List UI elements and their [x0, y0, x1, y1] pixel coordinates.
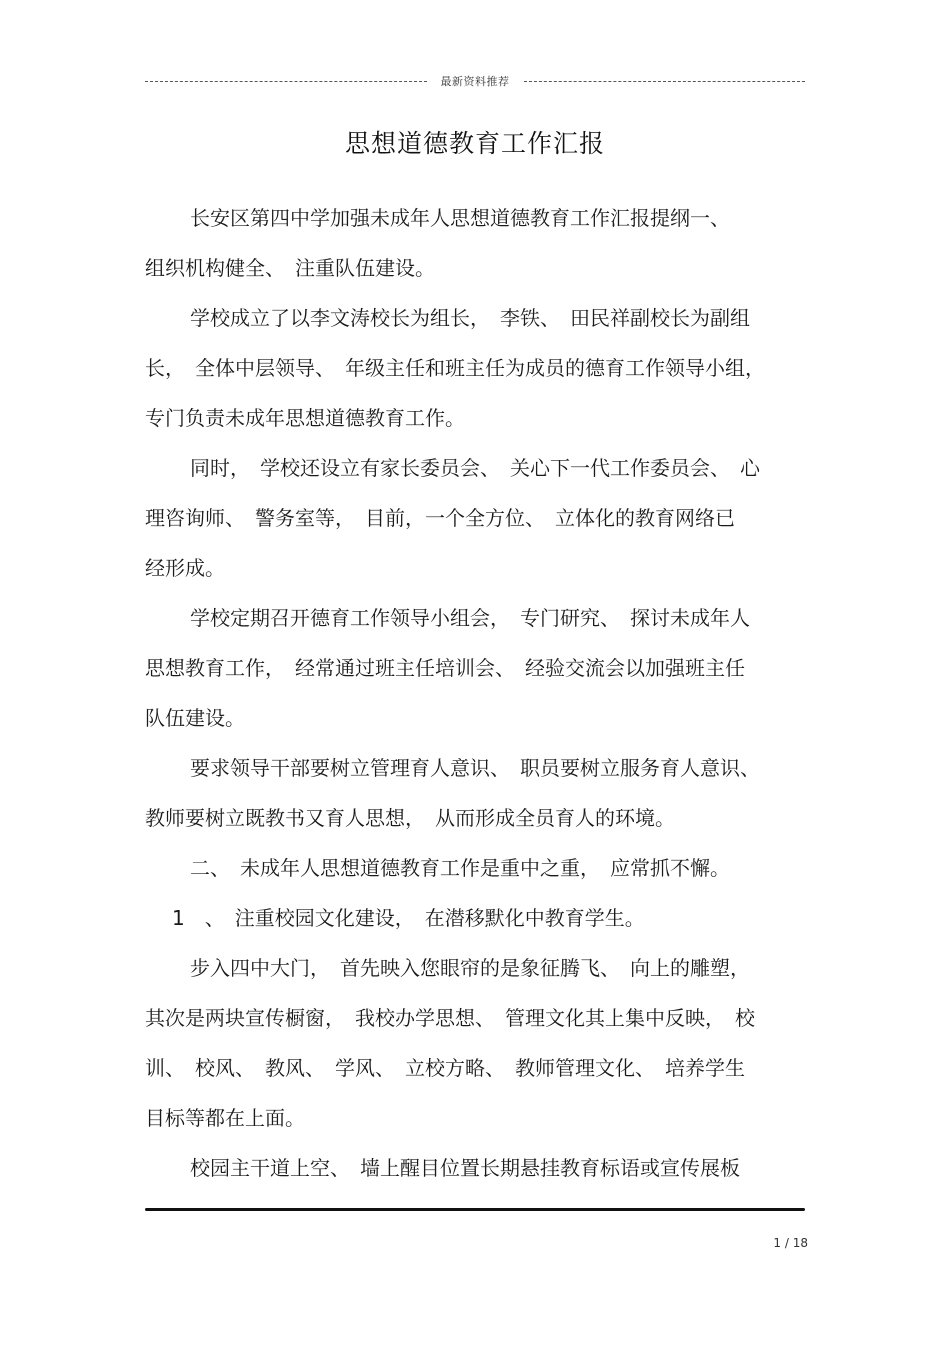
- page-header: [145, 70, 805, 92]
- body-line: 二、 未成年人思想道德教育工作是重中之重， 应常抓不懈。: [190, 856, 730, 880]
- body-line: 目标等都在上面。: [145, 1106, 305, 1130]
- body-line: 同时， 学校还设立有家长委员会、 关心下一代工作委员会、 心: [190, 456, 760, 480]
- header-dash-left: [145, 81, 427, 82]
- body-line: 学校成立了以李文涛校长为组长， 李铁、 田民祥副校长为副组: [190, 306, 750, 330]
- body-line: 步入四中大门， 首先映入您眼帘的是象征腾飞、 向上的雕塑，: [190, 956, 750, 980]
- page-number: 1 / 18: [773, 1236, 808, 1250]
- body-line: 教师要树立既教书又育人思想， 从而形成全员育人的环境。: [145, 806, 675, 830]
- body-line: 要求领导干部要树立管理育人意识、 职员要树立服务育人意识、: [190, 756, 760, 780]
- body-line: 1 、 注重校园文化建设， 在潜移默化中教育学生。: [172, 906, 645, 930]
- body-line: 组织机构健全、 注重队伍建设。: [145, 256, 435, 280]
- header-text: 最新资料推荐: [440, 75, 510, 88]
- body-line: 学校定期召开德育工作领导小组会， 专门研究、 探讨未成年人: [190, 606, 750, 630]
- footer-rule: [145, 1208, 805, 1211]
- body-line: 理咨询师、 警务室等， 目前，一个全方位、 立体化的教育网络已: [145, 506, 735, 530]
- body-line: 经形成。: [145, 556, 225, 580]
- document-title: 思想道德教育工作汇报: [344, 129, 605, 158]
- body-line: 思想教育工作， 经常通过班主任培训会、 经验交流会以加强班主任: [145, 656, 745, 680]
- body-line: 长， 全体中层领导、 年级主任和班主任为成员的德育工作领导小组，: [145, 356, 765, 380]
- header-dash-right: [524, 81, 806, 82]
- body-line: 专门负责未成年思想道德教育工作。: [145, 406, 465, 430]
- body-line: 其次是两块宣传橱窗， 我校办学思想、 管理文化其上集中反映， 校: [145, 1006, 755, 1030]
- body-line: 队伍建设。: [145, 706, 245, 730]
- body-line: 校园主干道上空、 墙上醒目位置长期悬挂教育标语或宣传展板: [190, 1156, 740, 1180]
- body-line: 训、 校风、 教风、 学风、 立校方略、 教师管理文化、 培养学生: [145, 1056, 745, 1080]
- body-line: 长安区第四中学加强未成年人思想道德教育工作汇报提纲一、: [190, 206, 730, 230]
